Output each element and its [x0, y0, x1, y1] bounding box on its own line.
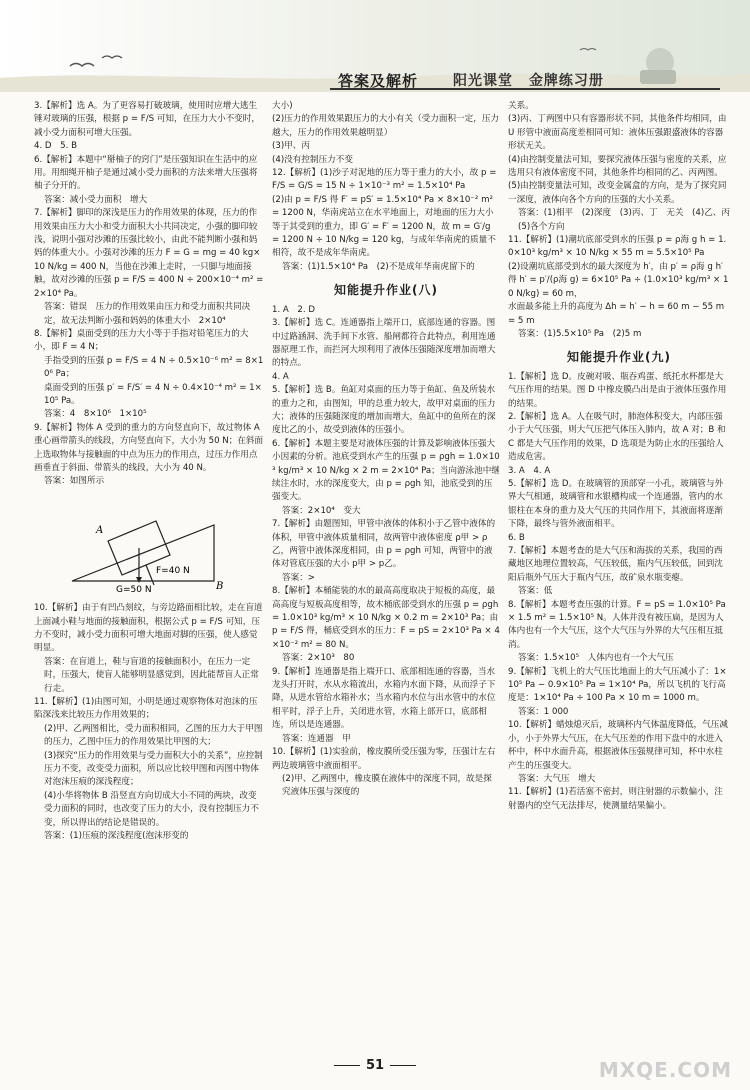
answer-paragraph: (2)甲、乙两图相比，受力面积相同，乙图的压力大于甲图的压力，乙图中压力的作用效果比甲图的大； [44, 723, 263, 748]
answer-paragraph: 9.【解析】连通器是指上端开口、底部相连通的容器，当水龙头打开时，水从水箱流出，水箱内水面下降，从而浮子下降，从进水管给水箱补水；当水箱内水位与出水管中的水位相平时，浮子上升，关闭进水管，水箱上部开口，底部相连，所以是连通器。 [272, 666, 496, 731]
answer-paragraph: 1. A 2. D [272, 304, 315, 315]
answer-paragraph: 答案：(1)相平 (2)深度 (3)丙、丁 无关 (4)乙、丙 (5)各个方向 [518, 208, 739, 232]
answer-paragraph: 关系。 [508, 101, 534, 111]
answer-paragraph: 4. A [272, 371, 289, 382]
answer-paragraph: 答案：2×10⁴ 变大 [282, 505, 361, 516]
answer-paragraph: 答案：2×10³ 80 [282, 653, 355, 664]
answer-paragraph: 3.【解析】选 C。连通器指上端开口，底部连通的容器。图中过路涵洞、洗手间下水管、船闸都符合此特点，利用连通器原理工作，而拦河大坝利用了液体压强随深度增加而增大的特点。 [272, 318, 496, 369]
answer-paragraph: 答案：(1)压痕的深浅程度(泡沫形变的 [44, 831, 189, 842]
force-diagram [64, 493, 224, 593]
answer-paragraph: 水面最多能上升的高度为 Δh = h′ − h = 60 m − 55 m = 5 m [508, 302, 725, 326]
answer-paragraph: 6.【解析】本题主要是对液体压强的计算及影响液体压强大小因素的分析。池底受到水产生的压强 p = ρgh = 1.0×10³ kg/m³ × 10 N/kg × 2 m = 2×10⁴ Pa；当向游泳池中继续注水时，水的深度变大，由 p = ρgh 知，池底受到的压强变大。 [272, 438, 500, 503]
column-3 [508, 100, 739, 1050]
answer-paragraph: 2.【解析】选 A。人在吸气时，肺泡体积变大，内部压强小于大气压强，则大气压把气体压入肺内，故 A 对；B 和 C 都是大气压作用的效果，D 选项是为防止水的压强给人造成危害。 [508, 411, 726, 463]
answer-paragraph: 答案：> [282, 572, 315, 583]
page-number-text: 51 [365, 1058, 385, 1073]
series-name-1: 阳光课堂 [453, 73, 513, 89]
answer-paragraph: 7.【解析】本题考查的是大气压和海拔的关系，我国的西藏地区地理位置较高，气压较低，瓶内气压较低，回到沈阳后瓶外气压大于瓶内气压，故矿泉水瓶变瘪。 [508, 546, 723, 583]
answer-paragraph: 5.【解析】选 B。鱼缸对桌面的压力等于鱼缸、鱼及所装水的重力之和，由图知，甲的总重力较大，故甲对桌面的压力大；液体的压强随深度的增加而增大，鱼缸中的鱼所在的深度比乙的小，故受到液体的压强小。 [272, 385, 496, 436]
gravity-arrow-head [136, 577, 142, 583]
answer-paragraph: 8.【解析】本桶能装的水的最高高度取决于短板的高度，最高高度与短板高度相等，故木桶底部受到水的压强 p = ρgh = 1.0×10³ kg/m³ × 10 N/kg × 0.2 m = 2×10³ Pa；由 p = F/S 得，桶底受到水的压力：F = pS = 2×10³ Pa × 4×10⁻² m² = 80 N。 [272, 586, 500, 650]
answer-paragraph: 4. D 5. B [34, 141, 77, 152]
answer-paragraph: 6.【解析】本题中“掰柚子的窍门”是压强知识在生活中的应用。用细绳开柚子是通过减小受力面积的方法来增大压强将柚子分开的。 [34, 154, 258, 192]
column-1 [34, 100, 264, 1050]
answer-paragraph: 10.【解析】(1)实验前，橡皮膜所受压强为零，压强计左右两边玻璃管中液面相平。 [272, 747, 496, 771]
answer-paragraph: 3.【解析】选 A。为了更容易打破玻璃，使用时应增大逃生锤对玻璃的压强，根据 p = F/S 可知，在压力大小不变时，减小受力面积可增大压强。 [34, 101, 260, 138]
answer-paragraph: 8.【解析】桌面受到的压力大小等于手指对铅笔压力的大小，即 F = 4 N； [34, 328, 249, 353]
section-heading: 知能提升作业(九) [567, 350, 671, 365]
answer-paragraph: (5)由控制变量法可知，改变金属盒的方向，是为了探究同一深度，液体向各个方向的压强的大小关系。 [508, 181, 727, 205]
answer-paragraph: (3)丙、丁两图中只有容器形状不同，其他条件均相同，由 U 形管中液面高度差相同可知：液体压强跟盛液体的容器形状无关。 [508, 114, 727, 152]
header-title: 答案及解析 [338, 72, 419, 90]
answer-paragraph: (2)压力的作用效果跟压力的大小有关（受力面积一定，压力越大，压力的作用效果越明显） [272, 114, 500, 138]
answer-paragraph: 7.【解析】由题图知，甲管中液体的体积小于乙管中液体的体积，甲管中液体质量相同，故两管中液体密度 ρ甲 > ρ乙，两管中液体深度相同，由 p = ρgh 可知，两管中的液体对管底压强的大小 p甲 > p乙。 [272, 519, 496, 570]
label-a: A [96, 524, 104, 536]
answer-paragraph: 8.【解析】本题考查压强的计算。F = pS = 1.0×10⁵ Pa × 1.5 m² = 1.5×10⁵ N。人体并没有被压扁，是因为人体内也有一个大气压，这个大气压与外界的大气压相互抵消。 [508, 599, 726, 650]
answer-paragraph: 答案：1 000 [518, 706, 569, 717]
force-label-g: G=50 N [116, 584, 152, 595]
answer-paragraph: (4)没有控制压力不变 [272, 154, 353, 165]
pressure-arrow [146, 565, 154, 585]
header-series [453, 70, 614, 90]
series-name-2: 金牌练习册 [528, 73, 604, 89]
answer-paragraph: 11.【解析】(1)由图可知，小明是通过观察物体对泡沫的压陷深浅来比较压力作用效果的； [34, 697, 258, 721]
incline-triangle [72, 525, 214, 581]
answer-paragraph: 6. B [508, 532, 525, 543]
answer-paragraph: (3)探究“压力的作用效果与受力面积大小的关系”，应控制压力不变，改变受力面积，所以应比较甲图和丙图中物体对泡沫压痕的深浅程度； [44, 750, 263, 788]
answer-paragraph: (2)设潮坑底部受到水的最大深度为 h′，由 p′ = ρ海 g h′ 得 h′ = p′/(ρ海 g) = 6×10⁵ Pa ÷ (1.0×10³ kg/m³ × 10 N/kg) = 60 m， [508, 261, 729, 299]
answer-paragraph: 10.【解析】蜡烛熄灭后，玻璃杯内气体温度降低，气压减小，小于外界大气压，在大气压差的作用下盘中的水进入杯中，杯中水面升高，根据液体压强规律可知，杯中水柱产生的压强变大。 [508, 720, 728, 771]
answer-paragraph: 答案：连通器 甲 [282, 733, 351, 744]
answer-paragraph: 11.【解析】(1)潮坑底部受到水的压强 p = ρ海 g h = 1.0×10³ kg/m³ × 10 N/kg × 55 m = 5.5×10⁵ Pa [508, 235, 727, 259]
answer-paragraph: (2)由 p = F/S 得 F′ = pS′ = 1.5×10⁴ Pa × 8×10⁻² m² = 1200 N，华南虎站立在水平地面上，对地面的压力大小等于其受到的重力，即 G′ = F′ = 1200 N，故 m = G′/g = 1200 N ÷ 10 N/kg = 120 kg，与成年华南虎的质量不相符，故不是成年华南虎。 [272, 194, 496, 259]
column-2 [272, 100, 500, 1050]
answer-paragraph: 答案：(1)5.5×10⁵ Pa (2)5 m [518, 328, 642, 339]
answer-paragraph: 答案：如图所示 [44, 476, 105, 487]
answer-paragraph: 10.【解析】由于有凹凸刻纹，与旁边路面相比较，走在盲道上面减小鞋与地面的接触面积，根据公式 p = F/S 可知，压力不变时，减小受力面积可增大地面对脚的压强，使人感觉明显。 [34, 603, 263, 654]
watermark: MXQE.COM [598, 1058, 732, 1082]
label-b: B [216, 580, 224, 592]
answer-paragraph: 5.【解析】选 D。在玻璃管的顶部穿一小孔，玻璃管与外界大气相通，玻璃管和水银槽构成一个连通器，管内的水银柱在本身的重力及大气压的共同作用下，其液面将逐渐下降，最终与管外液面相平。 [508, 478, 724, 530]
answer-paragraph: 3. A 4. A [508, 465, 551, 476]
answer-paragraph: 答案：4 8×10⁶ 1×10⁵ [44, 409, 147, 420]
answer-paragraph: 大小) [272, 101, 293, 111]
answer-paragraph: 答案：在盲道上，鞋与盲道的接触面积小，在压力一定时，压强大，使盲人能够明显感觉到，因此能帮盲人正常行走。 [44, 656, 259, 694]
answer-paragraph: 9.【解析】物体 A 受到的重力的方向竖直向下，故过物体 A 重心画带箭头的线段，方向竖直向下，大小为 50 N；在斜面上选取物体与接触面的中点为压力的作用点，过压力作用点画垂直于斜面、带箭头的线段，大小为 40 N。 [34, 422, 264, 473]
answer-paragraph: 答案：1.5×10⁵ 人体内也有一个大气压 [518, 653, 674, 664]
answer-paragraph: 7.【解析】脚印的深浅是压力的作用效果的体现，压力的作用效果由压力大小和受力面积大小共同决定，小强的脚印较浅，说明小强对沙滩的压强比较小，由此不能判断小强和妈妈的体重大小。小强对沙滩的压力 F = G = mg = 40 kg×10 N/kg = 400 N，当他在沙滩上走时，一只脚与地面接触，故对沙滩的压强 p = F/S = 400 N ÷ 200×10⁻⁴ m² = 2×10⁴ Pa。 [34, 208, 264, 299]
answer-paragraph: 9.【解析】飞机上的大气压比地面上的大气压减小了：1×10⁵ Pa − 0.9×10⁵ Pa = 1×10⁴ Pa，所以飞机的飞行高度是：1×10⁴ Pa ÷ 100 Pa × 10 m = 1000 m。 [508, 666, 727, 704]
answer-paragraph: 手指受到的压强 p = F/S = 4 N ÷ 0.5×10⁻⁶ m² = 8×10⁶ Pa； [44, 355, 264, 380]
page-number-dash-right [390, 1065, 416, 1066]
answer-paragraph: 答案：减小受力面积 增大 [44, 194, 148, 205]
answer-paragraph: 答案：大气压 增大 [518, 773, 596, 784]
answer-paragraph: 答案：错误 压力的作用效果由压力和受力面积共同决定，故无法判断小强和妈妈的体重大小 2×10⁴ [44, 302, 251, 326]
answer-paragraph: 桌面受到的压强 p′ = F/S′ = 4 N ÷ 0.4×10⁻⁴ m² = 1×10⁵ Pa。 [44, 382, 262, 406]
answer-paragraph: (4)由控制变量法可知，要探究液体压强与密度的关系，应选用只有液体密度不同，其他条件均相同的乙、丙两图。 [508, 154, 727, 179]
answer-paragraph: 答案：低 [518, 586, 553, 597]
answer-paragraph: (4)小华将物体 B 沿竖直方向切成大小不同的两块，改变受力面积的同时，也改变了压力的大小，没有控制压力不变，所以得出的结论是错误的。 [44, 790, 259, 828]
answer-paragraph: (3)甲、丙 [272, 141, 310, 152]
page-header [0, 0, 750, 92]
section-heading: 知能提升作业(八) [334, 283, 438, 298]
answer-paragraph: 12.【解析】(1)沙子对泥地的压力等于重力的大小，故 p = F/S = G/S = 15 N ÷ 1×10⁻³ m² = 1.5×10⁴ Pa [272, 168, 497, 192]
page-number-dash-left [334, 1065, 360, 1066]
force-label-f: F=40 N [156, 565, 190, 576]
answer-paragraph: 1.【解析】选 D。皮碗对吸、瓶吞鸡蛋、纸托水杯都是大气压作用的结果。图 D 中橡皮膜凸出是由于液体压强作用的结果。 [508, 371, 727, 409]
answer-paragraph: (2)甲、乙两图中，橡皮膜在液体中的深度不同，故是探究液体压强与深度的 [282, 773, 492, 798]
answer-paragraph: 答案：(1)1.5×10⁴ Pa (2)不是成年华南虎留下的 [282, 261, 475, 272]
answer-paragraph: 11.【解析】(1)若活塞不密封，则注射器的示数偏小，注射器内的空气无法排尽，使测量结果偏小。 [508, 787, 723, 811]
